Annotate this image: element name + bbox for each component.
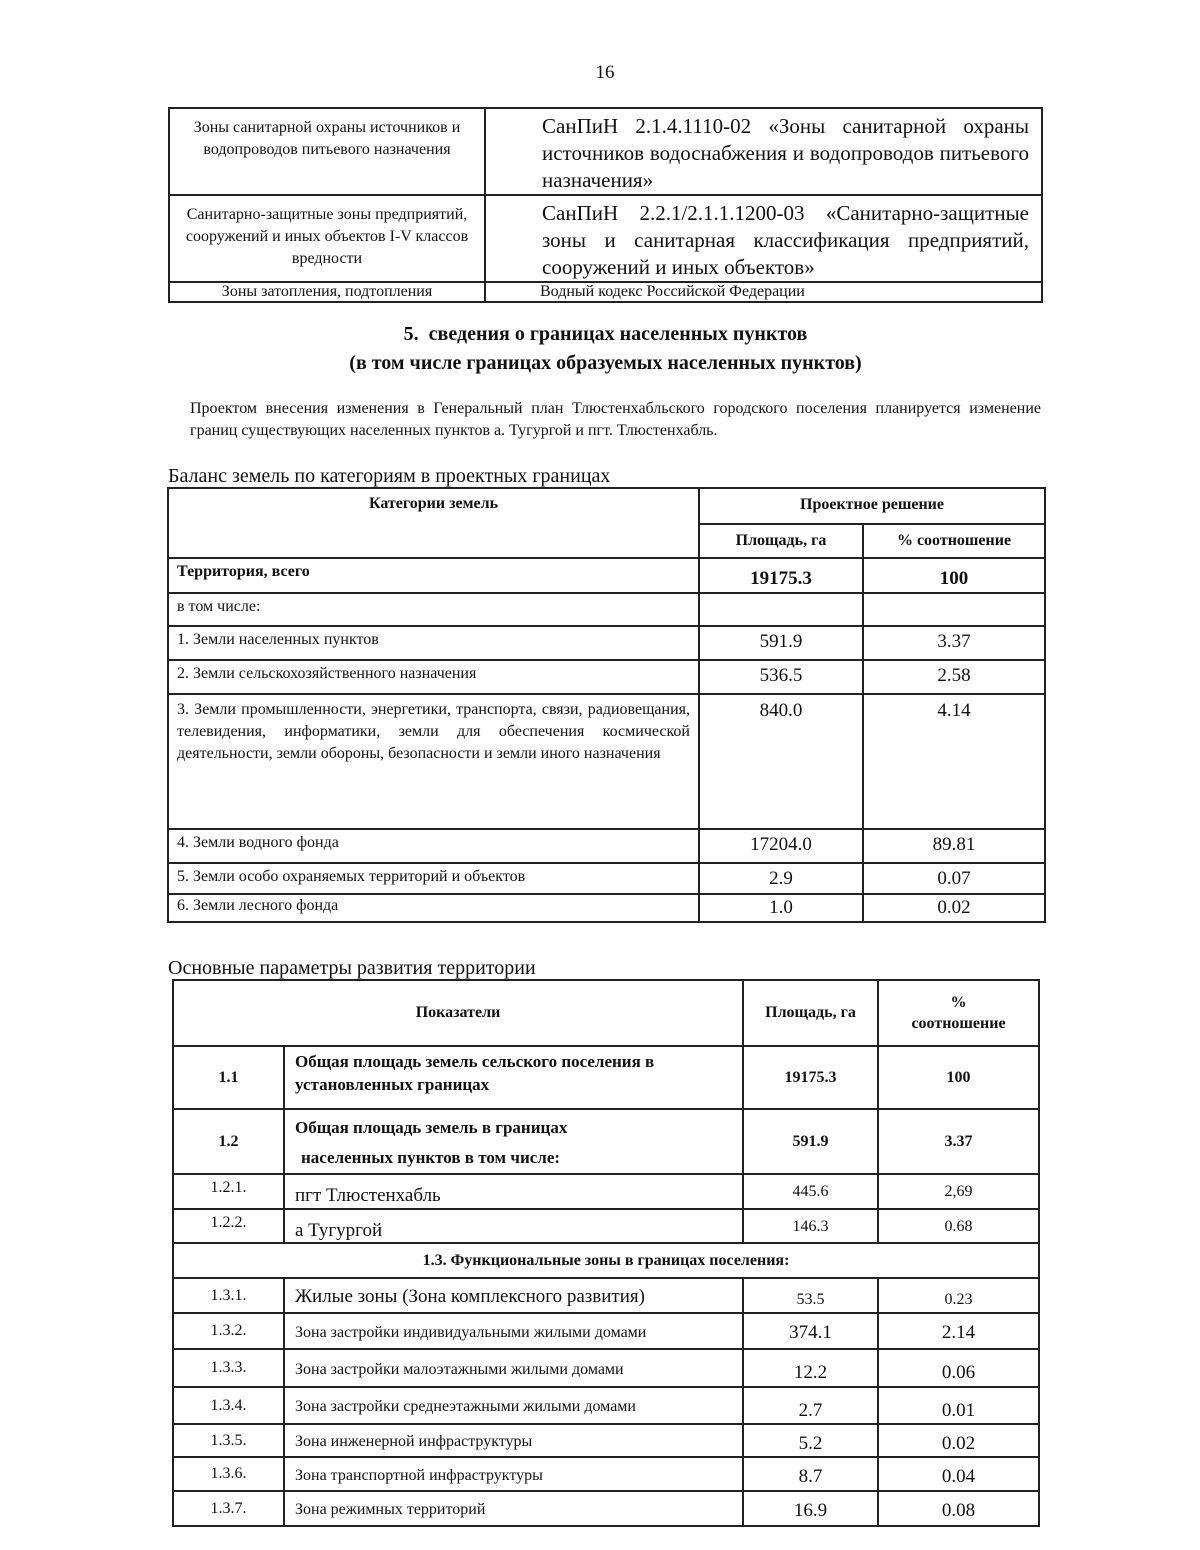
section-title-line2: (в том числе границах образуемых населенных пунктов)	[349, 352, 862, 374]
category-label: 3. Земли промышленности, энергетики, транспорта, связи, радиовещания, телевидения, информатики, земли для обеспечения космической деятельности, земли обороны, безопасности и земли иного назначения	[168, 694, 699, 829]
header-percent-sign: %	[950, 994, 967, 1011]
table-row	[173, 1387, 1039, 1424]
indicator-name: Зона режимных территорий	[284, 1491, 743, 1526]
table-row	[173, 1174, 1039, 1209]
category-label: 2. Земли сельскохозяйственного назначения	[168, 660, 699, 694]
total-percent: 100	[863, 558, 1045, 593]
percent-value: 4.14	[863, 694, 1045, 829]
category-label: 1. Земли населенных пунктов	[168, 626, 699, 660]
row-number: 1.3.2.	[173, 1313, 284, 1349]
table-row	[173, 1243, 1039, 1278]
row-number: 1.3.3.	[173, 1349, 284, 1387]
section-title-line1: сведения о границах населенных пунктов	[428, 323, 808, 345]
category-label: 6. Земли лесного фонда	[168, 894, 699, 922]
header-percent	[878, 980, 1039, 1046]
area-value: 374.1	[743, 1313, 878, 1349]
norm-cell	[485, 195, 1042, 282]
area-value: 591.9	[743, 1109, 878, 1174]
category-label: 5. Земли особо охраняемых территорий и объектов	[168, 863, 699, 894]
header-indicators: Показатели	[173, 980, 743, 1046]
area-value: 2.9	[699, 863, 863, 894]
table-row	[173, 1491, 1039, 1526]
percent-value: 3.37	[878, 1109, 1039, 1174]
header-category: Категории земель	[168, 488, 699, 558]
percent-value: 0.02	[878, 1424, 1039, 1457]
table-row	[173, 1313, 1039, 1349]
empty-cell	[863, 593, 1045, 626]
section-row-title: 1.3. Функциональные зоны в границах поселения:	[173, 1243, 1039, 1278]
table-row	[173, 1209, 1039, 1243]
empty-cell	[699, 593, 863, 626]
zone-cell: Зоны санитарной охраны источников и водопроводов питьевого назначения	[169, 108, 485, 195]
header-area: Площадь, га	[699, 524, 863, 558]
table-header-row	[168, 488, 1045, 524]
row-number: 1.3.1.	[173, 1278, 284, 1313]
row-number: 1.1	[173, 1046, 284, 1109]
percent-value: 0.01	[878, 1387, 1039, 1424]
table-row	[173, 1457, 1039, 1491]
development-params-table	[172, 979, 1040, 1527]
area-value: 5.2	[743, 1424, 878, 1457]
norm-cell: Водный кодекс Российской Федерации	[485, 282, 1042, 302]
table-row	[168, 558, 1045, 593]
norm-cell	[485, 108, 1042, 195]
table-row	[168, 863, 1045, 894]
row-number: 1.3.7.	[173, 1491, 284, 1526]
table-row	[169, 108, 1042, 195]
row-number: 1.3.5.	[173, 1424, 284, 1457]
including-label: в том числе:	[168, 593, 699, 626]
percent-value: 0.23	[878, 1278, 1039, 1313]
area-value: 8.7	[743, 1457, 878, 1491]
table-row	[168, 593, 1045, 626]
table-row	[173, 1349, 1039, 1387]
header-percent-word: соотношение	[911, 1015, 1006, 1032]
indicator-name: Зона застройки малоэтажными жилыми домами	[284, 1349, 743, 1387]
page-number: 16	[595, 62, 615, 83]
percent-value: 0.68	[878, 1209, 1039, 1243]
table-row	[169, 195, 1042, 282]
indicator-name: Зона транспортной инфраструктуры	[284, 1457, 743, 1491]
percent-value: 2.58	[863, 660, 1045, 694]
table-row	[168, 694, 1045, 829]
percent-value: 0.07	[863, 863, 1045, 894]
intro-text: Проектом внесения изменения в Генеральный план Тлюстенхабльского городского поселения планируется изменение границ существующих населенных пунктов а. Тугургой и пгт. Тлюстенхабль.	[190, 400, 1041, 439]
land-balance-table	[167, 487, 1046, 923]
area-value: 2.7	[743, 1387, 878, 1424]
table-row	[168, 894, 1045, 922]
percent-value: 0.06	[878, 1349, 1039, 1387]
area-value: 840.0	[699, 694, 863, 829]
total-label: Территория, всего	[168, 558, 699, 593]
percent-value: 2,69	[878, 1174, 1039, 1209]
row-number: 1.3.6.	[173, 1457, 284, 1491]
zone-cell: Зоны затопления, подтопления	[169, 282, 485, 302]
table-row	[173, 1046, 1039, 1109]
area-value: 17204.0	[699, 829, 863, 863]
section-number: 5.	[403, 323, 419, 345]
total-area: 19175.3	[699, 558, 863, 593]
section-heading	[168, 320, 1043, 378]
sanitary-zones-table	[168, 107, 1043, 303]
table-row	[173, 1109, 1039, 1174]
percent-value: 2.14	[878, 1313, 1039, 1349]
header-percent: % соотношение	[863, 524, 1045, 558]
header-decision: Проектное решение	[699, 488, 1045, 524]
percent-value: 3.37	[863, 626, 1045, 660]
indicator-name-line1: Общая площадь земель в границах	[295, 1118, 568, 1137]
percent-value: 0.08	[878, 1491, 1039, 1526]
percent-value: 100	[878, 1046, 1039, 1109]
row-number: 1.2.1.	[173, 1174, 284, 1209]
header-area: Площадь, га	[743, 980, 878, 1046]
area-value: 445.6	[743, 1174, 878, 1209]
area-value: 591.9	[699, 626, 863, 660]
indicator-name: а Тугургой	[284, 1209, 743, 1243]
area-value: 53.5	[743, 1278, 878, 1313]
indicator-name: Зона инженерной инфраструктуры	[284, 1424, 743, 1457]
indicator-name: Общая площадь земель сельского поселения в установленных границах	[284, 1046, 743, 1109]
table-row	[169, 282, 1042, 302]
area-value: 19175.3	[743, 1046, 878, 1109]
norm-text: СанПиН 2.1.4.1110-02 «Зоны санитарной охраны источников водоснабжения и водопроводов питьевого назначения»	[542, 114, 1029, 192]
table-row	[173, 1278, 1039, 1313]
row-number: 1.2.2.	[173, 1209, 284, 1243]
indicator-name	[284, 1109, 743, 1174]
intro-paragraph	[168, 398, 1041, 442]
area-value: 1.0	[699, 894, 863, 922]
percent-value: 0.02	[863, 894, 1045, 922]
table-row	[168, 660, 1045, 694]
table-row	[168, 626, 1045, 660]
table-row	[168, 829, 1045, 863]
row-number: 1.2	[173, 1109, 284, 1174]
zone-cell: Санитарно-защитные зоны предприятий, сооружений и иных объектов I-V классов вредности	[169, 195, 485, 282]
params-caption: Основные параметры развития территории	[168, 957, 536, 979]
area-value: 12.2	[743, 1349, 878, 1387]
indicator-name: Зона застройки индивидуальными жилыми домами	[284, 1313, 743, 1349]
area-value: 16.9	[743, 1491, 878, 1526]
area-value: 536.5	[699, 660, 863, 694]
balance-caption: Баланс земель по категориям в проектных границах	[168, 465, 611, 487]
area-value: 146.3	[743, 1209, 878, 1243]
percent-value: 89.81	[863, 829, 1045, 863]
table-header-row	[173, 980, 1039, 1046]
table-row	[173, 1424, 1039, 1457]
indicator-name-line2: населенных пунктов в том числе:	[301, 1148, 561, 1167]
indicator-name: Жилые зоны (Зона комплексного развития)	[284, 1278, 743, 1313]
percent-value: 0.04	[878, 1457, 1039, 1491]
norm-text: СанПиН 2.2.1/2.1.1.1200-03 «Санитарно-защитные зоны и санитарная классификация предприятий, сооружений и иных объектов»	[542, 201, 1029, 279]
indicator-name: пгт Тлюстенхабль	[284, 1174, 743, 1209]
indicator-name: Зона застройки среднеэтажными жилыми домами	[284, 1387, 743, 1424]
category-label: 4. Земли водного фонда	[168, 829, 699, 863]
row-number: 1.3.4.	[173, 1387, 284, 1424]
